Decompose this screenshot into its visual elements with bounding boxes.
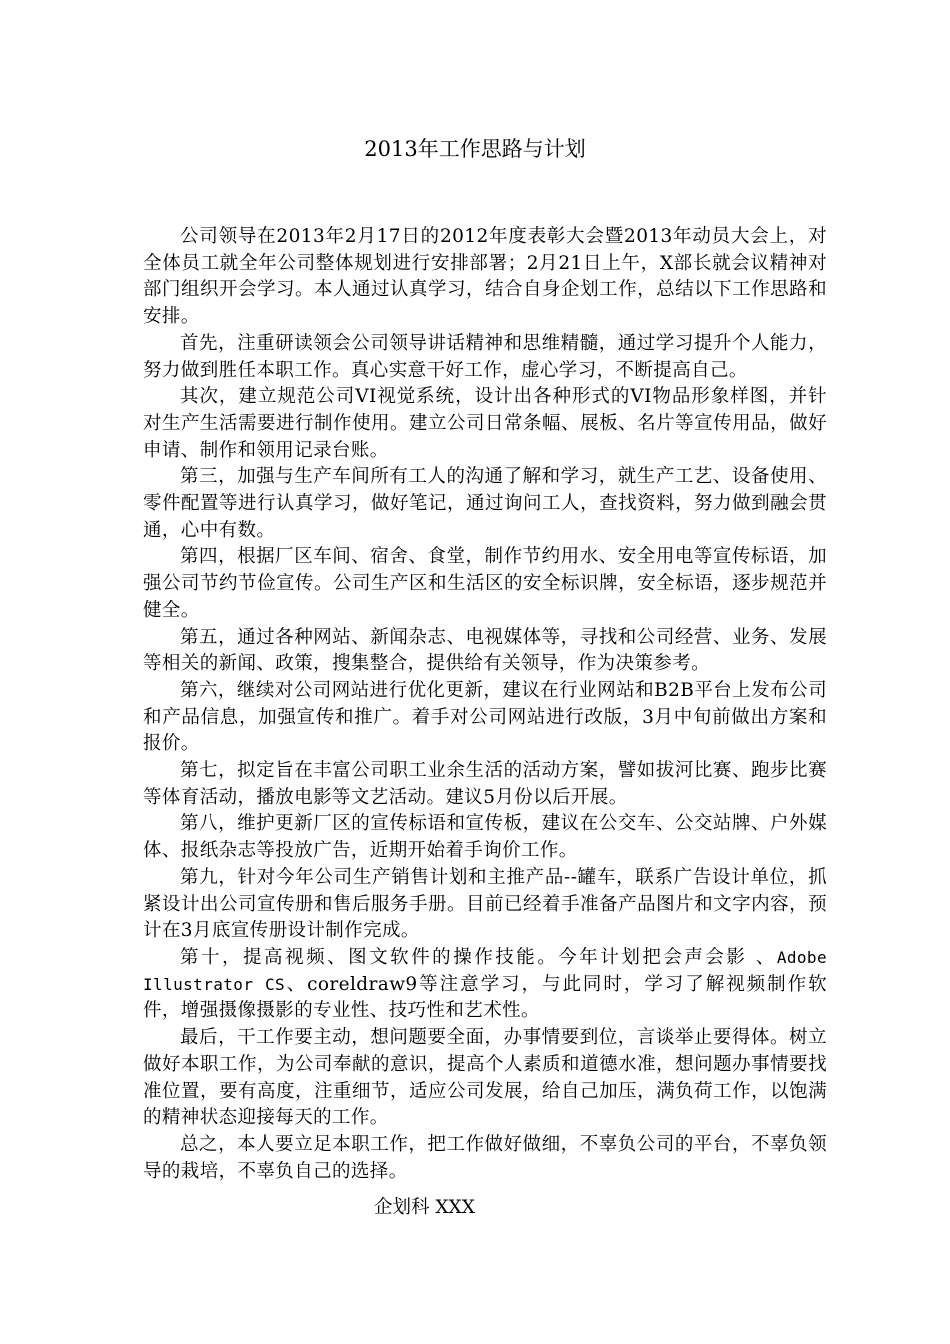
paragraph-ninth: 第九，针对今年公司生产销售计划和主推产品--罐车，联系广告设计单位，抓紧设计出公司宣传册和售后服务手册。目前已经着手准备产品图片和文字内容，预计在3月底宣传册设计制作完成。 — [143, 866, 827, 942]
paragraph-second: 其次，建立规范公司VI视觉系统，设计出各种形式的VI物品形象样图，并针对生产生活需要进行制作使用。建立公司日常条幅、展板、名片等宣传用品，做好申请、制作和领用记录台账。 — [143, 386, 827, 461]
paragraph-fifth: 第五，通过各种网站、新闻杂志、电视媒体等，寻找和公司经营、业务、发展等相关的新闻、政策，搜集整合，提供给有关领导，作为决策参考。 — [143, 626, 827, 675]
document-title: 2013年工作思路与计划 — [364, 137, 586, 161]
paragraph-sixth: 第六，继续对公司网站进行优化更新，建议在行业网站和B2B平台上发布公司和产品信息，加强宣传和推广。着手对公司网站进行改版，3月中旬前做出方案和报价。 — [143, 679, 827, 755]
paragraph-finally: 最后，干工作要主动，想问题要全面，办事情要到位，言谈举止要得体。树立做好本职工作，为公司奉献的意识，提高个人素质和道德水准，想问题办事情要找准位置，要有高度，注重细节，适应公司发展，给自己加压，满负荷工作，以饱满的精神状态迎接每天的工作。 — [143, 1027, 827, 1129]
paragraph-tenth-start: 第十，提高视频、图文软件的操作技能。今年计划把会声会影 、 — [180, 946, 777, 968]
signature: 企划科 XXX — [374, 1197, 475, 1218]
paragraph-intro: 公司领导在2013年2月17日的2012年度表彰大会暨2013年动员大会上，对全体员工就全年公司整体规划进行安排部署；2月21日上午，X部长就会议精神对部门组织开会学习。本人通过认真学习，结合自身企划工作，总结以下工作思路和安排。 — [143, 226, 827, 328]
paragraph-third: 第三，加强与生产车间所有工人的沟通了解和学习，就生产工艺、设备使用、零件配置等进行认真学习，做好笔记，通过询问工人，查找资料，努力做到融会贯通，心中有数。 — [143, 466, 827, 541]
paragraph-seventh: 第七，拟定旨在丰富公司职工业余生活的活动方案，譬如拔河比赛、跑步比赛等体育活动，播放电影等文艺活动。建议5月份以后开展。 — [143, 760, 827, 808]
paragraph-fourth: 第四，根据厂区车间、宿舍、食堂，制作节约用水、安全用电等宣传标语，加强公司节约节俭宣传。公司生产区和生活区的安全标识牌，安全标语，逐步规范并健全。 — [143, 546, 827, 621]
paragraph-tenth-end: 、coreldraw9等注意学习，与此同时，学习了解视频制作软件，增强摄像摄影的专业性、技巧性和艺术性。 — [143, 973, 827, 1022]
paragraph-first: 首先，注重研读领会公司领导讲话精神和思维精髓，通过学习提升个人能力，努力做到胜任本职工作。真心实意干好工作，虚心学习，不断提高自己。 — [143, 332, 827, 381]
software-name-mono: Adobe Illustrator CS — [143, 947, 827, 994]
paragraph-conclusion: 总之，本人要立足本职工作，把工作做好做细，不辜负公司的平台，不辜负领导的栽培，不辜负自己的选择。 — [143, 1133, 827, 1182]
paragraph-eighth: 第八，维护更新厂区的宣传标语和宣传板，建议在公交车、公交站牌、户外媒体、报纸杂志等投放广告，近期开始着手询价工作。 — [143, 813, 827, 862]
document-body — [143, 224, 827, 1185]
paragraph-tenth — [143, 945, 827, 1025]
